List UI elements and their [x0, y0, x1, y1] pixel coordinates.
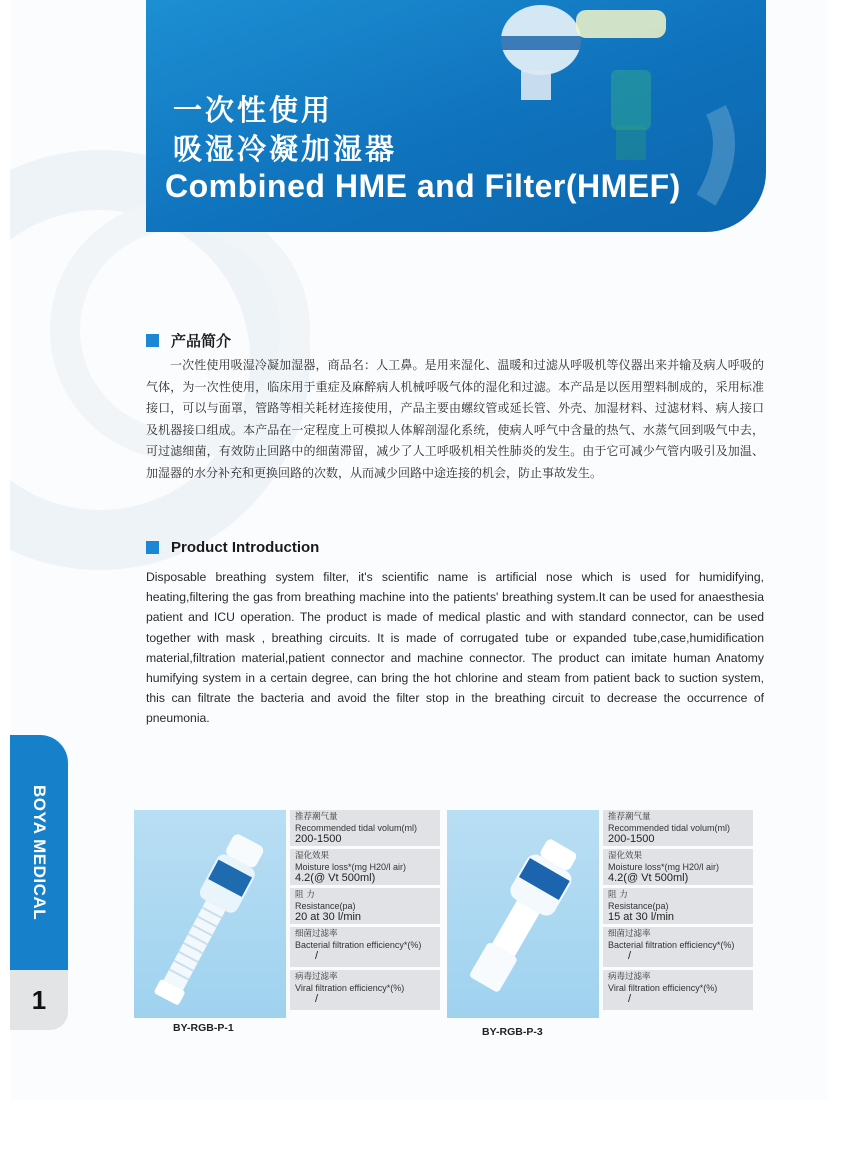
spec-value: /: [315, 950, 319, 962]
spec-value: 20 at 30 l/min: [295, 911, 362, 923]
spec-value: 4.2(@ Vt 500ml): [608, 872, 689, 884]
heading-cn-label: 产品简介: [171, 332, 232, 350]
spec-label-en: Bacterial filtration efficiency*(%): [608, 939, 735, 950]
brochure-page: [10, 0, 828, 1100]
section-heading-en: [146, 539, 319, 556]
spec-row: [603, 970, 753, 1010]
spec-label-cn: 细菌过滤率: [608, 929, 651, 939]
heading-square-icon: [146, 541, 159, 554]
title-cn-line2: 吸湿冷凝加湿器: [173, 132, 398, 166]
title-cn-line1: 一次性使用: [173, 93, 334, 127]
spec-row: [290, 888, 440, 924]
spec-label-en: Resistance(pa): [295, 900, 356, 911]
spec-value: /: [315, 993, 319, 1005]
intro-text-cn: 一次性使用吸湿冷凝加湿器，商品名：人工鼻。是用来湿化、温暖和过滤从呼吸机等仪器出来并输及病人呼吸的气体，为一次性使用，临床用于重症及麻醉病人机械呼吸气体的湿化和过滤。本产品是以医用塑料制成的，采用标准接口，可以与面罩，管路等相关耗材连接使用，产品主要由螺纹管或延长管、外壳、加湿材料、过滤材料、病人接口及机器接口组成。本产品在一定程度上可模拟人体解剖湿化系统，使病人呼气中含量的热气、水蒸气回到吸气中去，可过滤细菌，有效防止回路中的细菌滞留，减少了人工呼吸机相关性肺炎的发生。由于它可减少气管内吸引及加温、加湿器的水分补充和更换回路的次数，从而减少回路中途连接的机会，防止事故发生。: [146, 358, 764, 480]
spec-label-cn: 阻 力: [295, 890, 315, 900]
spec-row: [603, 810, 753, 846]
spec-label-cn: 湿化效果: [295, 851, 330, 861]
hme-filter-corrugated-image: [134, 810, 286, 1018]
spec-label-cn: 病毒过滤率: [295, 972, 338, 982]
spec-row: [603, 927, 753, 967]
intro-text-en: Disposable breathing system filter, it's scientific name is artificial nose which is used for humidifying, heating,filtering the gas from breathing machine into the patients' breathing system.It can be used for anaesthesia patient and ICU operation. The product is made of medical plastic and with standard connector, can be used together with mask , breathing circuits. It is made of corrugated tube or expanded tube,case,humidification material,filtration material,patient connector and machine connector. The product can imitate human Anatomy humifying system in a certain degree, can bring the hot chlorine and steam from patient back to suction system, this can filtrate the bacteria and avoid the filter stop in the breathing circuit to decrease the occurrence of pneumonia.: [146, 570, 764, 726]
spec-label-en: Recommended tidal volum(ml): [608, 822, 731, 833]
spec-value: 200-1500: [608, 833, 655, 845]
side-brand-text-wrap: [10, 735, 68, 970]
model-label-2: BY-RGB-P-3: [482, 1026, 543, 1038]
spec-label-cn: 湿化效果: [608, 851, 643, 861]
spec-row: [290, 970, 440, 1010]
spec-label-en: Resistance(pa): [608, 900, 669, 911]
spec-label-en: Moisture loss*(mg H20/l air): [608, 861, 720, 872]
spec-value: /: [628, 993, 632, 1005]
spec-row: [603, 888, 753, 924]
title-en: Combined HME and Filter(HMEF): [165, 168, 681, 204]
product-photo-1: [134, 810, 286, 1018]
model-label-1: BY-RGB-P-1: [173, 1022, 234, 1034]
spec-label-en: Recommended tidal volum(ml): [295, 822, 418, 833]
spec-label-cn: 病毒过滤率: [608, 972, 651, 982]
spec-value: /: [628, 950, 632, 962]
side-brand-text: BOYA MEDICAL: [30, 784, 49, 921]
spec-value: 15 at 30 l/min: [608, 911, 675, 923]
product-photo-2: [447, 810, 599, 1018]
spec-label-cn: 阻 力: [608, 890, 628, 900]
spec-row: [290, 810, 440, 846]
spec-label-en: Moisture loss*(mg H20/l air): [295, 861, 407, 872]
spec-label-en: Bacterial filtration efficiency*(%): [295, 939, 422, 950]
spec-value: 200-1500: [295, 833, 342, 845]
section-heading-cn: [146, 330, 231, 351]
spec-value: 4.2(@ Vt 500ml): [295, 872, 376, 884]
spec-label-cn: 推荐潮气量: [608, 812, 651, 822]
hme-filter-compact-image: [447, 810, 599, 1018]
spec-label-cn: 细菌过滤率: [295, 929, 338, 939]
spec-table-1: [290, 810, 440, 1013]
heading-en-label: Product Introduction: [171, 539, 320, 556]
page-number: 1: [31, 984, 47, 1015]
spec-row: [290, 849, 440, 885]
spec-label-en: Viral filtration efficiency*(%): [295, 982, 405, 993]
spec-row: [603, 849, 753, 885]
spec-table-2: [603, 810, 753, 1013]
heading-square-icon: [146, 334, 159, 347]
spec-label-cn: 推荐潮气量: [295, 812, 338, 822]
spec-label-en: Viral filtration efficiency*(%): [608, 982, 718, 993]
spec-row: [290, 927, 440, 967]
